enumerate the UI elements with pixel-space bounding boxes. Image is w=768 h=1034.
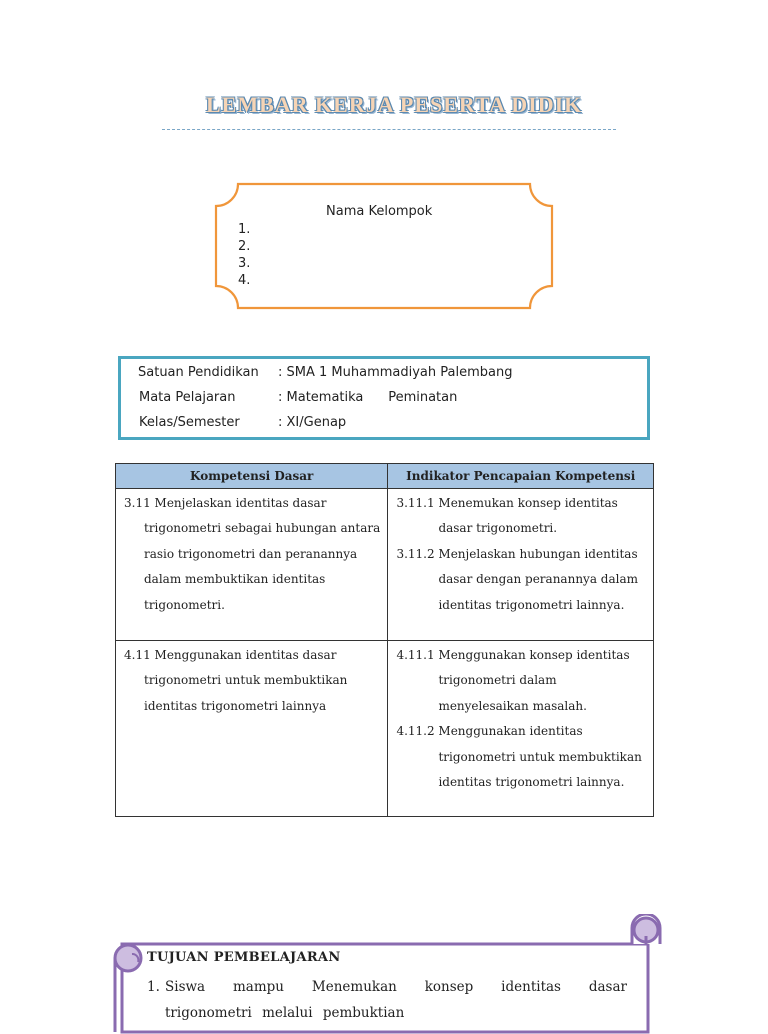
ipk-text: 4.11.2 Menggunakan identitas trigonometri untuk membuktikan identitas trigonometri lainnya. — [396, 724, 642, 790]
objective-heading: TUJUAN PEMBELAJARAN — [147, 950, 341, 965]
member-line-3[interactable]: 3. — [238, 256, 251, 271]
table-cell-ipk — [388, 489, 654, 641]
member-line-2[interactable]: 2. — [238, 239, 251, 254]
group-name-box — [214, 182, 554, 310]
group-box-frame — [214, 182, 554, 310]
info-value: : Matematika Peminatan — [278, 390, 458, 405]
info-label: Mata Pelajaran — [139, 390, 236, 405]
member-line-4[interactable]: 4. — [238, 273, 251, 288]
competency-table — [115, 463, 654, 817]
kd-text: 4.11 Menggunakan identitas dasar trigonometri untuk membuktikan identitas trigonometri lainnya — [124, 648, 348, 713]
kd-text: 3.11 Menjelaskan identitas dasar trigonometri sebagai hubungan antara rasio trigonometri dan peranannya dalam membuktikan identitas trigonometri. — [124, 496, 381, 612]
table-row — [116, 641, 654, 817]
info-value: : SMA 1 Muhammadiyah Palembang — [278, 365, 513, 380]
table-row — [116, 489, 654, 641]
table-cell-kd — [116, 641, 388, 817]
objective-text: Siswa mampu Menemukan konsep identitas dasar trigonometri melalui pembuktian — [165, 979, 627, 1021]
identity-info-box — [118, 356, 650, 440]
ipk-text: 3.11.2 Menjelaskan hubungan identitas dasar dengan peranannya dalam identitas trigonometri lainnya. — [396, 546, 638, 612]
info-label: Kelas/Semester — [139, 415, 240, 430]
ipk-text: 3.11.1 Menemukan konsep identitas dasar trigonometri. — [396, 496, 618, 536]
header-ipk: Indikator Pencapaian Kompetensi — [388, 464, 654, 489]
page-title: LEMBAR KERJA PESERTA DIDIK — [206, 92, 583, 117]
member-line-1[interactable]: 1. — [238, 222, 251, 237]
table-header-row — [116, 464, 654, 489]
title-divider — [162, 129, 616, 130]
header-kd: Kompetensi Dasar — [116, 464, 388, 489]
title-container — [160, 92, 620, 134]
objective-number: 1. — [147, 979, 160, 995]
info-label: Satuan Pendidikan — [138, 365, 259, 380]
group-heading: Nama Kelompok — [326, 204, 433, 219]
ipk-text: 4.11.1 Menggunakan konsep identitas trigonometri dalam menyelesaikan masalah. — [396, 648, 630, 713]
objective-item — [147, 974, 627, 1026]
table-cell-ipk — [388, 641, 654, 817]
info-value: : XI/Genap — [278, 415, 347, 430]
table-cell-kd — [116, 489, 388, 641]
